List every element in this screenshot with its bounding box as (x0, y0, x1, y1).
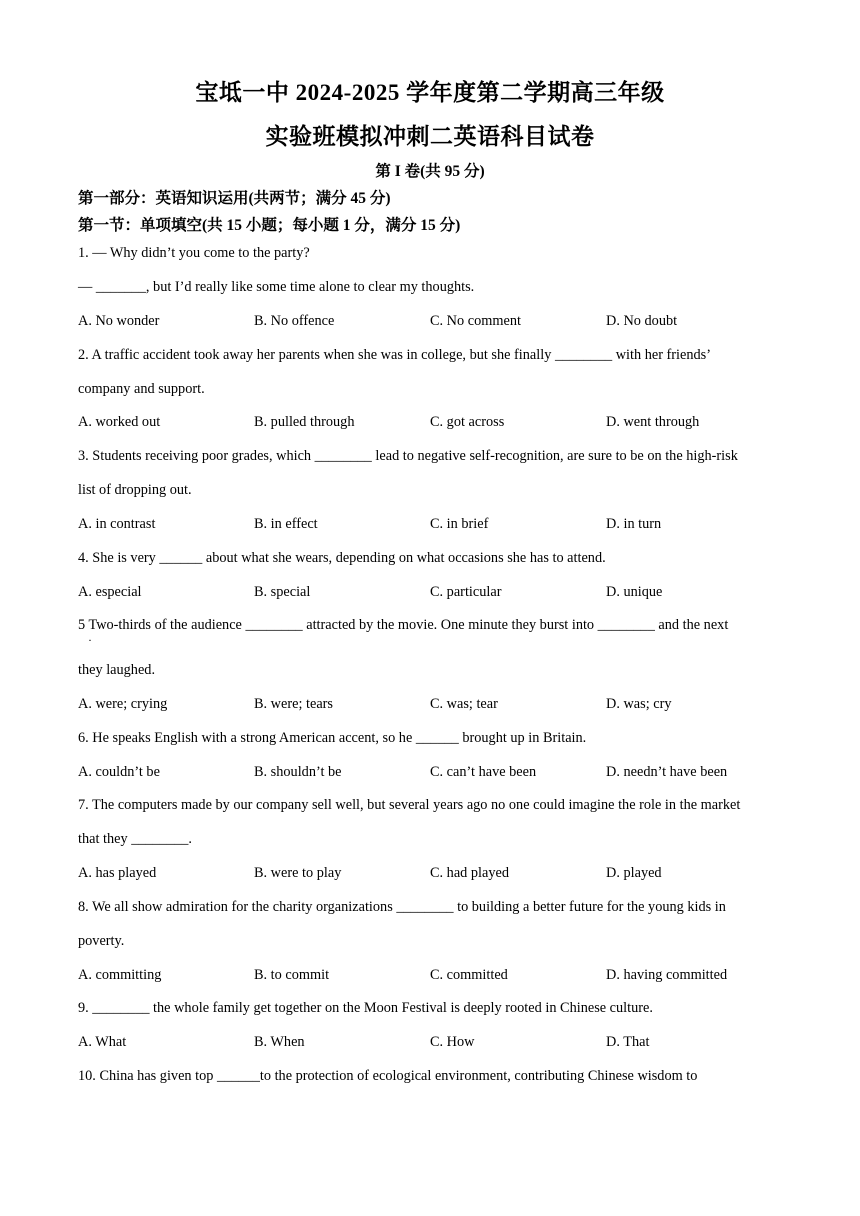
question-5-option-a: A. were; crying (78, 696, 168, 712)
question-8-line-1: 8. We all show admiration for the charity organizations ________ to building a better future for the young kids in (78, 899, 726, 915)
question-8-line-2: poverty. (78, 933, 125, 949)
question-7-line-1: 7. The computers made by our company sell well, but several years ago no one could imagine the role in the market (78, 797, 741, 813)
question-7-option-d: D. played (606, 865, 662, 881)
question-9-line-1: 9. ________ the whole family get together on the Moon Festival is deeply rooted in Chinese culture. (78, 1000, 653, 1016)
question-1-option-b: B. No offence (254, 313, 335, 329)
question-8-option-d: D. having committed (606, 967, 728, 983)
question-2-option-a: A. worked out (78, 414, 161, 430)
question-5-option-c: C. was; tear (430, 696, 498, 712)
question-4-option-c: C. particular (430, 584, 502, 600)
question-6-option-d: D. needn’t have been (606, 764, 728, 780)
question-1-line-1: 1. — Why didn’t you come to the party? (78, 245, 310, 261)
question-2-line-2: company and support. (78, 381, 205, 397)
question-3-option-d: D. in turn (606, 516, 662, 532)
question-7-line-2: that they ________. (78, 831, 192, 847)
exam-title-line2: 实验班模拟冲刺二英语科目试卷 (265, 124, 595, 149)
question-3-option-c: C. in brief (430, 516, 489, 532)
question-5-option-b: B. were; tears (254, 696, 333, 712)
question-3-line-2: list of dropping out. (78, 482, 192, 498)
question-2-option-c: C. got across (430, 414, 505, 430)
question-6-option-a: A. couldn’t be (78, 764, 160, 780)
question-4-option-a: A. especial (78, 584, 142, 600)
question-5-number-dot: · (88, 633, 92, 647)
question-8-option-b: B. to commit (254, 967, 330, 983)
question-7-option-b: B. were to play (254, 865, 342, 881)
question-5-option-d: D. was; cry (606, 696, 672, 712)
question-9-option-d: D. That (606, 1034, 650, 1050)
question-5-line-1: 5 Two-thirds of the audience ________ attracted by the movie. One minute they burst into ________ and the next (78, 617, 729, 633)
question-10-line-1: 10. China has given top ______to the protection of ecological environment, contributing Chinese wisdom to (78, 1068, 698, 1084)
question-7-option-c: C. had played (430, 865, 510, 881)
question-9-option-a: A. What (78, 1034, 127, 1050)
question-6-option-c: C. can’t have been (430, 764, 537, 780)
question-1-line-2: — _______, but I’d really like some time alone to clear my thoughts. (78, 279, 475, 295)
question-3-option-b: B. in effect (254, 516, 318, 532)
question-4-option-d: D. unique (606, 584, 663, 600)
question-8-option-a: A. committing (78, 967, 162, 983)
question-6-option-b: B. shouldn’t be (254, 764, 342, 780)
question-2-line-1: 2. A traffic accident took away her parents when she was in college, but she finally ________ with her friends’ (78, 347, 711, 363)
question-1-option-a: A. No wonder (78, 313, 160, 329)
exam-title-line1: 宝坻一中 2024-2025 学年度第二学期高三年级 (195, 80, 665, 105)
volume-heading: 第 I 卷(共 95 分) (375, 163, 485, 180)
question-1-option-d: D. No doubt (606, 313, 678, 329)
question-9-option-c: C. How (430, 1034, 475, 1050)
question-2-option-b: B. pulled through (254, 414, 355, 430)
question-7-option-a: A. has played (78, 865, 157, 881)
question-9-option-b: B. When (254, 1034, 305, 1050)
question-1-option-c: C. No comment (430, 313, 521, 329)
question-4-line-1: 4. She is very ______ about what she wears, depending on what occasions she has to attend. (78, 550, 606, 566)
question-4-option-b: B. special (254, 584, 311, 600)
question-6-line-1: 6. He speaks English with a strong American accent, so he ______ brought up in Britain. (78, 730, 587, 746)
question-3-option-a: A. in contrast (78, 516, 156, 532)
section-heading: 第一节：单项填空(共 15 小题；每小题 1 分，满分 15 分) (78, 217, 461, 234)
question-8-option-c: C. committed (430, 967, 508, 983)
question-3-line-1: 3. Students receiving poor grades, which ________ lead to negative self-recognition, are sure to be on the high-risk (78, 448, 738, 464)
part-heading: 第一部分：英语知识运用(共两节；满分 45 分) (78, 190, 391, 207)
question-5-line-2: they laughed. (78, 662, 156, 678)
question-2-option-d: D. went through (606, 414, 700, 430)
